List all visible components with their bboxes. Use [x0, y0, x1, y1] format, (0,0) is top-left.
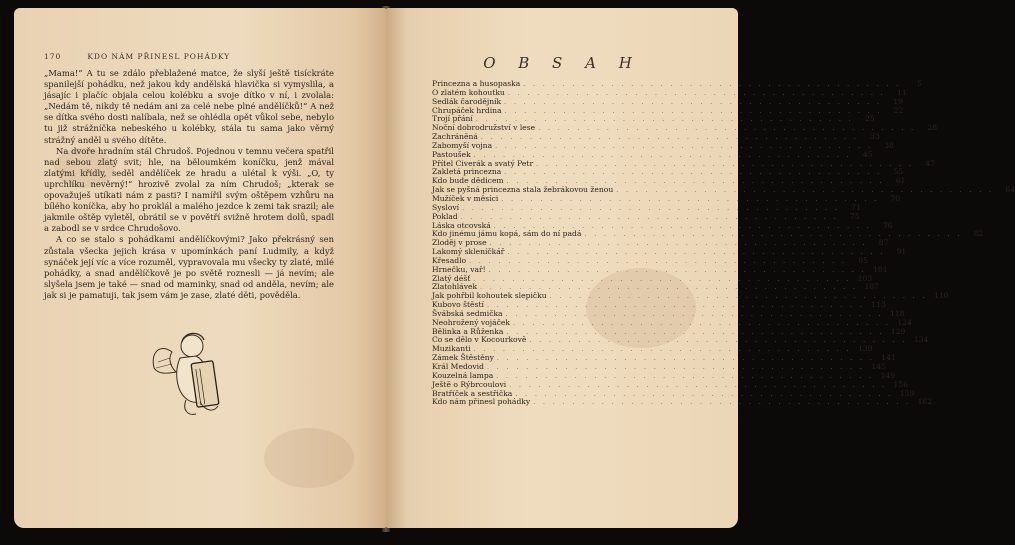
toc-page-number: 82: [973, 229, 984, 239]
toc-title: Kdo bude dědicem: [432, 176, 504, 186]
toc-title: Co se dělo v Kocourkově: [432, 335, 527, 345]
toc-title: Chrupáček hrdina: [432, 105, 502, 115]
paragraph: Na dvoře hradním stál Chrudoš. Pojednou v temnu večera spatřil nad sebou zlatý svit; hle, na běloumkém koníčku, jenž mával zlatými křídly, seděl andělíček ze hradu a ulétal k výši. „O, ty uprchlíku nevěrný!“ hrozivě zvolal za ním Chrudoš; „kterak se opovažuješ utíkati nám z pasti? I namířil svým oštěpem vzhůru na bílého koníčka, aby ho proklál a malého jezdce k zemi tak srazil; ale jakmile oštěp vyletěl, obrátil se v povětří svižně hrotem dolů, spadl a zabodl se v srdce Chrudošovo.: [44, 145, 334, 234]
toc-title: Zloděj v prose: [432, 238, 487, 248]
toc-page-number: 87: [878, 238, 889, 248]
toc-title: Princezna a husopaska: [432, 79, 521, 88]
toc-title: Zakletá princezna: [432, 167, 502, 177]
toc-entry: [432, 247, 907, 257]
toc-title: Kubovo štěstí: [432, 300, 484, 310]
toc-title: Bělinka a Růženka: [432, 326, 504, 336]
toc-leader-dots: . . . . . . . . . . . . . . . . . . . . . . . . . . . . . . . . . . . . . . .: [462, 204, 840, 212]
toc-page-number: 91: [896, 247, 907, 257]
toc-leader-dots: . . . . . . . . . . . . . . . . . . . . . . . . . . . . . . . . . . . . . . .: [506, 178, 885, 186]
toc-title: Pastoušek: [432, 149, 471, 159]
toc-page-number: 71: [851, 202, 861, 212]
paragraph: „Mama!“ A tu se zdálo přeblažené matce, že slyší ještě tisíckráte spanilejší pohádku, než jakou kdy andělská hlavička si vymyslila, a jásajíc i plačíc objala celou kolébku a svoje dítko v ní, i zvolala: „Nedám tě, nikdy tě nedám ani za celé nebe plné andělíčků!“ A než se dítka svého dosti nalíbala, než se ohlédla opět vůkol sebe, nebylo tu již strážníčka nebeského u kolébky, stála tu sama jako věrný strážný anděl u svého dítěte.: [44, 68, 334, 145]
toc-page-number: 124: [897, 317, 912, 327]
toc-title: Kouzelná lampa: [432, 370, 494, 380]
toc-leader-dots: . . . . . . . . . . . . . . . . . . . . . . . . . . . . . . . . . . . . . . .: [538, 125, 917, 133]
toc-page-number: 38: [884, 140, 894, 150]
toc-leader-dots: . . . . . . . . . . . . . . . . . . . . . . . . . . . . . . . . . . . . . . .: [480, 134, 859, 142]
toc-leader-dots: . . . . . . . . . . . . . . . . . . . . . . . . . . . . . . . . . . . . . . .: [515, 390, 894, 398]
toc-page-number: 107: [864, 282, 879, 292]
toc-title: Bratříček a sestřička: [432, 388, 513, 398]
toc-title: Ještě o Rýbrcoulovi: [432, 379, 507, 389]
toc-title: Mužíček v měsíci: [432, 193, 499, 203]
left-page: [14, 8, 386, 528]
toc-page-number: 149: [880, 370, 896, 380]
toc-entry: [432, 264, 888, 275]
toc-title: Trojí přání: [432, 114, 473, 124]
toc-page-number: 22: [893, 105, 904, 115]
table-of-contents: [432, 79, 1015, 407]
toc-title: Jak se pyšná princezna stala žebrákovou ženou: [432, 185, 614, 195]
toc-entry: [432, 202, 861, 213]
toc-title: Zachráněná: [432, 132, 478, 142]
toc-leader-dots: . . . . . . . . . . . . . . . . . . . . . . . . . . . . . . . . . . . . . . .: [512, 319, 891, 327]
toc-page-number: 75: [849, 211, 860, 221]
toc-leader-dots: . . . . . . . . . . . . . . . . . . . . . . . . . . . . . . . . . . . . . . .: [475, 116, 854, 124]
toc-page-number: 70: [890, 193, 901, 203]
running-title: KDO NÁM PŘINESL POHÁDKY: [87, 52, 231, 61]
running-header: [44, 52, 374, 61]
toc-leader-dots: . . . . . . . . . . . . . . . . . . . . . . . . . . . . . . . . . . . . . . .: [473, 346, 852, 354]
toc-leader-dots: . . . . . . . . . . . . . . . . . . . . . . . . . . . . . . . . . . . . . . .: [536, 160, 914, 168]
page-number: 170: [44, 52, 62, 61]
toc-entry: [432, 105, 904, 116]
toc-entry: [432, 335, 929, 345]
toc-title: Neohrožený vojáček: [432, 317, 510, 327]
toc-leader-dots: . . . . . . . . . . . . . . . . . . . . . . . . . . . . . . . . . . . . . . .: [549, 293, 928, 301]
toc-page-number: 101: [873, 264, 888, 274]
toc-leader-dots: . . . . . . . . . . . . . . . . . . . . . . . . . . . . . . . . . . . . . . .: [473, 275, 852, 283]
toc-leader-dots: . . . . . . . . . . . . . . . . . . . . . . . . . . . . . . . . . . . . . . .: [509, 381, 888, 389]
toc-page-number: 55: [893, 167, 904, 177]
toc-page-number: 19: [893, 96, 904, 106]
toc-page-number: 25: [865, 114, 875, 124]
toc-leader-dots: . . . . . . . . . . . . . . . . . . . . . . . . . . . . . . . . . . . . . . .: [496, 372, 875, 380]
toc-title: Švábská sedmička: [432, 308, 503, 318]
toc-entry: [432, 193, 901, 204]
toc-title: O zlatém kohoutku: [432, 87, 505, 97]
toc-leader-dots: . . . . . . . . . . . . . . . . . . . . . . . . . . . . . . . . . . . . . . .: [504, 98, 883, 106]
toc-title: Láska otcovská: [432, 220, 491, 230]
toc-page-number: 159: [899, 388, 915, 398]
toc-page-number: 11: [897, 87, 907, 97]
body-text: [44, 68, 334, 301]
toc-page-number: 33: [870, 132, 880, 142]
toc-leader-dots: . . . . . . . . . . . . . . . . . . . . . . . . . . . . . . . . . . . . . . .: [584, 231, 963, 239]
paragraph: A co se stalo s pohádkami andělíčkovými? Jako překrásný sen zůstala všecka jejich krása v upomínkách paní Ludmily, a když synáček její víc a více rozuměl, vypravovala mu všecky ty zlaté, milé pohádky, a snad andělíčkově je po světě roznesli — já nevím; ale slyšela jsem je také — snad od maminky, snad od anděla, nevím; ale jak si je pamatuji, tak jsem vám je zase, zlaté děti, pověděla.: [44, 234, 334, 300]
toc-leader-dots: . . . . . . . . . . . . . . . . . . . . . . . . . . . . . . . . . . . . . . .: [488, 266, 867, 274]
toc-leader-dots: . . . . . . . . . . . . . . . . . . . . . . . . . . . . . . . . . . . . . . .: [505, 310, 884, 318]
toc-page-number: 61: [895, 176, 906, 186]
toc-page-number: 118: [889, 308, 905, 318]
toc-page-number: 28: [927, 123, 938, 133]
toc-leader-dots: . . . . . . . . . . . . . . . . . . . . . . . . . . . . . . . . . . . . . . .: [523, 81, 902, 88]
toc-title: Přítel Civerák a svatý Petr: [432, 158, 534, 168]
toc-page-number: 141: [881, 353, 896, 363]
toc-title: Křesadlo: [432, 255, 467, 265]
toc-title: Kdo jinému jámu kopá, sám do ní padá: [432, 229, 582, 239]
toc-leader-dots: . . . . . . . . . . . . . . . . . . . . . . . . . . . . . . . . . . . . . . .: [486, 302, 865, 310]
toc-title: Zabomyší vojna: [432, 140, 493, 150]
toc-leader-dots: . . . . . . . . . . . . . . . . . . . . . . . . . . . . . . . . . . . . . . .: [469, 257, 847, 265]
toc-title: Jak pohřbil kohoutek slepičku: [432, 291, 547, 301]
toc-page-number: 5: [917, 79, 923, 88]
toc-entry: [432, 140, 894, 151]
toc-page-number: 156: [893, 379, 909, 389]
toc-title: Kdo nám přinesl pohádky: [432, 397, 531, 407]
toc-page-number: 113: [871, 300, 886, 310]
toc-title: Sedlák čarodějník: [432, 96, 502, 106]
toc-leader-dots: . . . . . . . . . . . . . . . . . . . . . . . . . . . . . . . . . . . . . . .: [501, 195, 880, 203]
toc-leader-dots: . . . . . . . . . . . . . . . . . . . . . . . . . . . . . . . . . . . . . . .: [507, 249, 886, 257]
toc-leader-dots: . . . . . . . . . . . . . . . . . . . . . . . . . . . . . . . . . . . . . . .: [486, 364, 865, 371]
toc-leader-dots: . . . . . . . . . . . . . . . . . . . . . . . . . . . . . . . . . . . . . . .: [480, 284, 858, 292]
toc-entry: [432, 397, 933, 407]
toc-leader-dots: . . . . . . . . . . . . . . . . . . . . . . . . . . . . . . . . . . . . . . .: [504, 169, 883, 177]
toc-leader-dots: . . . . . . . . . . . . . . . . . . . . . . . . . . . . . . . . . . . . . . .: [504, 107, 883, 115]
right-page: [386, 8, 1015, 528]
toc-page-number: 145: [871, 362, 886, 371]
toc-title: Král Medovid: [432, 362, 484, 371]
toc-title: Zlatohlávek: [432, 282, 478, 292]
paper-stain: [264, 428, 354, 488]
toc-leader-dots: . . . . . . . . . . . . . . . . . . . . . . . . . . . . . . . . . . . . . . .: [473, 151, 852, 159]
toc-page-number: 139: [857, 344, 873, 354]
angel-with-book-illustration: [148, 328, 232, 420]
toc-title: Poklad: [432, 211, 458, 221]
toc-page-number: 76: [882, 220, 893, 230]
toc-title: Hrnečku, vař!: [432, 264, 486, 274]
toc-page-number: 45: [862, 149, 873, 159]
toc-title: Noční dobrodružství v lese: [432, 123, 536, 133]
toc-leader-dots: . . . . . . . . . . . . . . . . . . . . . . . . . . . . . . . . . . . . . . .: [507, 89, 886, 97]
toc-leader-dots: . . . . . . . . . . . . . . . . . . . . . . . . . . . . . . . . . . . . . . .: [616, 187, 995, 195]
toc-title: Zámek Štěstěny: [432, 353, 494, 363]
contents-heading: O B S A H: [483, 54, 641, 72]
toc-leader-dots: . . . . . . . . . . . . . . . . . . . . . . . . . . . . . . . . . . . . . . .: [529, 337, 908, 345]
toc-leader-dots: . . . . . . . . . . . . . . . . . . . . . . . . . . . . . . . . . . . . . . .: [493, 222, 872, 230]
toc-page-number: 95: [858, 255, 868, 265]
toc-leader-dots: . . . . . . . . . . . . . . . . . . . . . . . . . . . . . . . . . . . . . . .: [489, 240, 868, 248]
toc-page-number: 103: [857, 273, 873, 283]
toc-page-number: 129: [890, 326, 906, 336]
toc-leader-dots: . . . . . . . . . . . . . . . . . . . . . . . . . . . . . . . . . . . . . . .: [533, 399, 912, 407]
toc-title: Muzikanti: [432, 344, 471, 354]
toc-page-number: 162: [917, 397, 933, 407]
toc-title: Sysloví: [432, 202, 460, 212]
toc-title: Lakomý skleníčkář: [432, 247, 505, 257]
toc-title: Zlatý déšť: [432, 273, 471, 283]
toc-page-number: 134: [913, 335, 929, 345]
toc-page-number: 47: [925, 158, 935, 168]
toc-leader-dots: . . . . . . . . . . . . . . . . . . . . . . . . . . . . . . . . . . . . . . .: [506, 328, 885, 336]
toc-page-number: 110: [933, 291, 949, 301]
toc-leader-dots: . . . . . . . . . . . . . . . . . . . . . . . . . . . . . . . . . . . . . . .: [496, 355, 875, 363]
toc-leader-dots: . . . . . . . . . . . . . . . . . . . . . . . . . . . . . . . . . . . . . . .: [495, 142, 873, 150]
toc-leader-dots: . . . . . . . . . . . . . . . . . . . . . . . . . . . . . . . . . . . . . . .: [460, 213, 839, 221]
toc-page-number: 64: [1005, 185, 1015, 195]
